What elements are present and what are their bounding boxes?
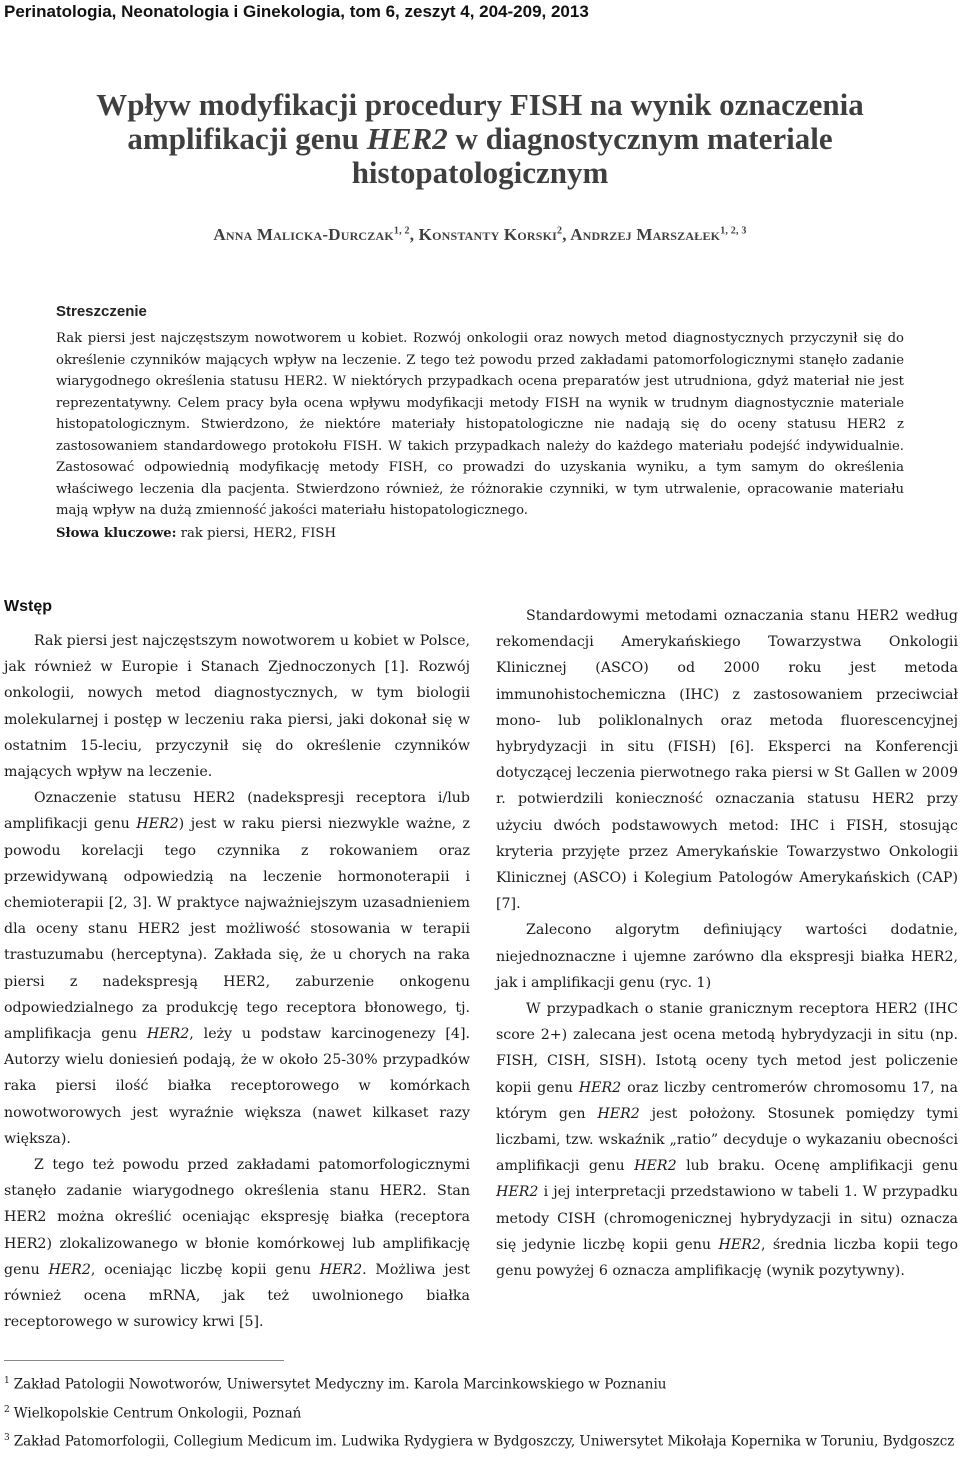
- title-line-3: histopatologicznym: [351, 155, 609, 190]
- title-line-2: [0, 122, 960, 156]
- text-run: Z tego też powodu przed zakładami patomorfologicznymi stanęło zadanie wiarygodnego określenia stanu HER2. Stan HER2 można określić oceniając ekspresję białka (receptora HER2) zlokalizowanego w błonie komórkowej lub amplifikację genu: [4, 1157, 470, 1278]
- footnote-number: 2: [4, 1404, 10, 1415]
- abstract-text: Rak piersi jest najczęstszym nowotworem u kobiet. Rozwój onkologii oraz nowych metod diagnostycznych przyczynił się do określenie czynników mających wpływ na leczenie. Z tego też powodu przed zakładami patomorfologicznymi stanęło zadanie wiarygodnego określenia statusu HER2. W niektórych przypadkach ocena preparatów jest utrudniona, gdyż materiał nie jest reprezentatywny. Celem pracy była ocena wpływu modyfikacji metody FISH na wynik w trudnym diagnostycznie materiale histopatologicznym. Stwierdzono, że niektóre materiały histopatologiczne nie nadają się do oceny statusu HER2 z zastosowaniem standardowego protokołu FISH. W takich przypadkach należy do każdego materiału podejść indywidualnie. Zastosować odpowiednią modyfikację metody FISH, co prowadzi do uzyskania wyniku, a tym samym do określenia właściwego leczenia dla pacjenta. Stwierdzono również, że różnorakie czynniki, w tym utrwalenie, opracowanie materiału mają wpływ na dużą zmienność jakości materiału histopatologicznego.: [56, 331, 904, 518]
- gene-name: HER2: [496, 1184, 539, 1201]
- gene-name: HER2: [634, 1158, 677, 1175]
- gene-name: HER2: [136, 816, 179, 833]
- section-heading: Wstęp: [4, 598, 52, 615]
- author-name: Andrzej Marszałek: [570, 225, 721, 244]
- author-affiliation: 1, 2: [393, 225, 410, 237]
- footnote-number: 3: [4, 1433, 10, 1443]
- footnote-text: Zakład Patomorfologii, Collegium Medicum im. Ludwika Rydygiera w Bydgoszczy, Uniwersytet Mikołaja Kopernika w Toruniu, Bydgoszcz: [13, 1433, 955, 1450]
- text-run: . Możliwa jest również ocena mRNA, jak też uwolnionego białka receptorowego w surowicy krwi [5].: [4, 1261, 470, 1331]
- author-name: Konstanty Korski: [418, 225, 558, 244]
- keywords: [56, 526, 336, 541]
- author-list: Anna Malicka-Durczak$^{1, 2}$, Konstanty Korski$^2$, Andrzej Marszałek$^{1, 2, 3}$: [213, 225, 747, 244]
- keywords-list: rak piersi, HER2, FISH: [176, 526, 336, 541]
- paragraph: Standardowymi metodami oznaczania stanu HER2 według rekomendacji Amerykańskiego Towarzystwa Onkologii Klinicznej (ASCO) od 2000 roku jest metoda immunohistochemiczna (IHC) z zastosowaniem przeciwciał mono- lub poliklonalnych oraz metoda fluorescencyjnej hybrydyzacji in situ (FISH) [6]. Eksperci na Konferencji dotyczącej leczenia pierwotnego raka piersi w St Gallen w 2009 r. potwierdzili konieczność oznaczania statusu HER2 przy użyciu dwóch podstawowych metod: IHC i FISH, stosując kryteria przyjęte przez Amerykańskie Towarzystwo Onkologii Klinicznej (ASCO) i Kolegium Patologów Amerykańskich (CAP)[7].: [496, 608, 958, 913]
- author-affiliation: 1, 2, 3: [720, 225, 747, 237]
- text-run: jest położony. Stosunek pomiędzy tymi liczbami, tzw. wskaźnik „ratio” decyduje o wykazaniu obecności amplifikacji genu: [496, 1105, 958, 1175]
- author-name: Anna Malicka-Durczak: [213, 225, 394, 244]
- text-run: oraz liczby centromerów chromosomu 17, na którym gen: [496, 1079, 958, 1122]
- text-run: i jej interpretacji przedstawiono w tabeli 1. W przypadku metody CISH (chromogenicznej hybrydyzacji in situ) oznacza się jedynie liczbę kopii genu: [496, 1184, 958, 1253]
- footnote-text: Wielkopolskie Centrum Onkologii, Poznań: [13, 1405, 302, 1421]
- gene-name: HER2: [319, 1261, 363, 1278]
- abstract-heading: Streszczenie: [56, 303, 147, 320]
- text-run: lub braku. Ocenę amplifikacji genu: [676, 1158, 958, 1175]
- gene-name: HER2: [718, 1236, 761, 1253]
- gene-name: HER2: [366, 121, 448, 156]
- footnote-divider: [4, 1360, 284, 1361]
- text-run: ) jest w raku piersi niezwykle ważne, z powodu korelacji tego czynnika z rokowaniem oraz przewidywaną odpowiedzią na leczenie hormonoterapii i chemioterapii [2, 3]. W praktyce najważniejszym uzasadnieniem dla oceny stanu HER2 jest możliwość stosowania w terapii trastuzumabu (herceptyna). Zakłada się, że u chorych na raka piersi z nadekspresją HER2, zaburzenie onkogenu odpowiedzialnego za produkcję tego receptora błonowego, tj. amplifikacja genu: [4, 816, 470, 1043]
- text-run: W przypadkach o stanie granicznym receptora HER2 (IHC score 2+) zalecana jest ocena metodą hybrydyzacji in situ (np. FISH, CISH, SISH). Istotą oceny tych metod jest policzenie kopii genu: [496, 1001, 958, 1096]
- title-text: w diagnostycznym materiale: [447, 121, 833, 156]
- author-affiliation: 2: [557, 225, 563, 237]
- gene-name: HER2: [578, 1079, 622, 1096]
- gene-name: HER2: [48, 1261, 91, 1278]
- paragraph: Rak piersi jest najczęstszym nowotworem u kobiet w Polsce, jak również w Europie i Stanach Zjednoczonych [1]. Rozwój onkologii, nowych metod diagnostycznych, w tym biologii molekularnej i postęp w leczeniu raka piersi, jaki dokonał się w ostatnim 15-leciu, przyczynił się do określenie czynników mających wpływ na leczenie.: [4, 633, 470, 781]
- text-run: , średnia liczba kopii tego genu powyżej 6 oznacza amplifikację (wynik pozytywny).: [496, 1236, 958, 1280]
- article-title: [0, 88, 960, 190]
- paragraph: [496, 996, 958, 1284]
- gene-name: HER2: [146, 1026, 190, 1043]
- left-column: [4, 598, 470, 1335]
- paragraph: [4, 1152, 470, 1335]
- footnote-number: 1: [4, 1376, 10, 1386]
- footnotes: [4, 1372, 956, 1458]
- journal-header: Perinatologia, Neonatologia i Ginekologia, tom 6, zeszyt 4, 204-209, 2013: [4, 2, 589, 21]
- right-column: [496, 603, 958, 1284]
- footnote: [4, 1401, 956, 1424]
- footnote: [4, 1429, 956, 1452]
- keywords-label: Słowa kluczowe:: [56, 526, 177, 541]
- footnote: [4, 1372, 956, 1395]
- text-run: Oznaczenie statusu HER2 (nadekspresji receptora i/lub amplifikacji genu: [4, 790, 470, 833]
- paragraph: Zalecono algorytm definiujący wartości dodatnie, niejednoznaczne i ujemne zarówno dla ekspresji białka HER2, jak i amplifikacji genu (ryc. 1): [496, 922, 958, 991]
- text-run: , leży u podstaw karcinogenezy [4]. Autorzy wielu doniesień podają, że w około 25-30% przypadków raka piersi ilość białka receptorowego w komórkach nowotworowych jest wyraźnie większa (nawet kilkaset razy większa).: [4, 1026, 470, 1147]
- gene-name: HER2: [597, 1105, 640, 1122]
- text-run: , oceniając liczbę kopii genu: [90, 1261, 320, 1278]
- paragraph: [4, 785, 470, 1152]
- title-text: amplifikacji genu: [127, 121, 367, 156]
- title-line-1: Wpływ modyfikacji procedury FISH na wynik oznaczenia: [96, 87, 864, 122]
- footnote-text: Zakład Patologii Nowotworów, Uniwersytet Medyczny im. Karola Marcinkowskiego w Poznaniu: [13, 1376, 667, 1393]
